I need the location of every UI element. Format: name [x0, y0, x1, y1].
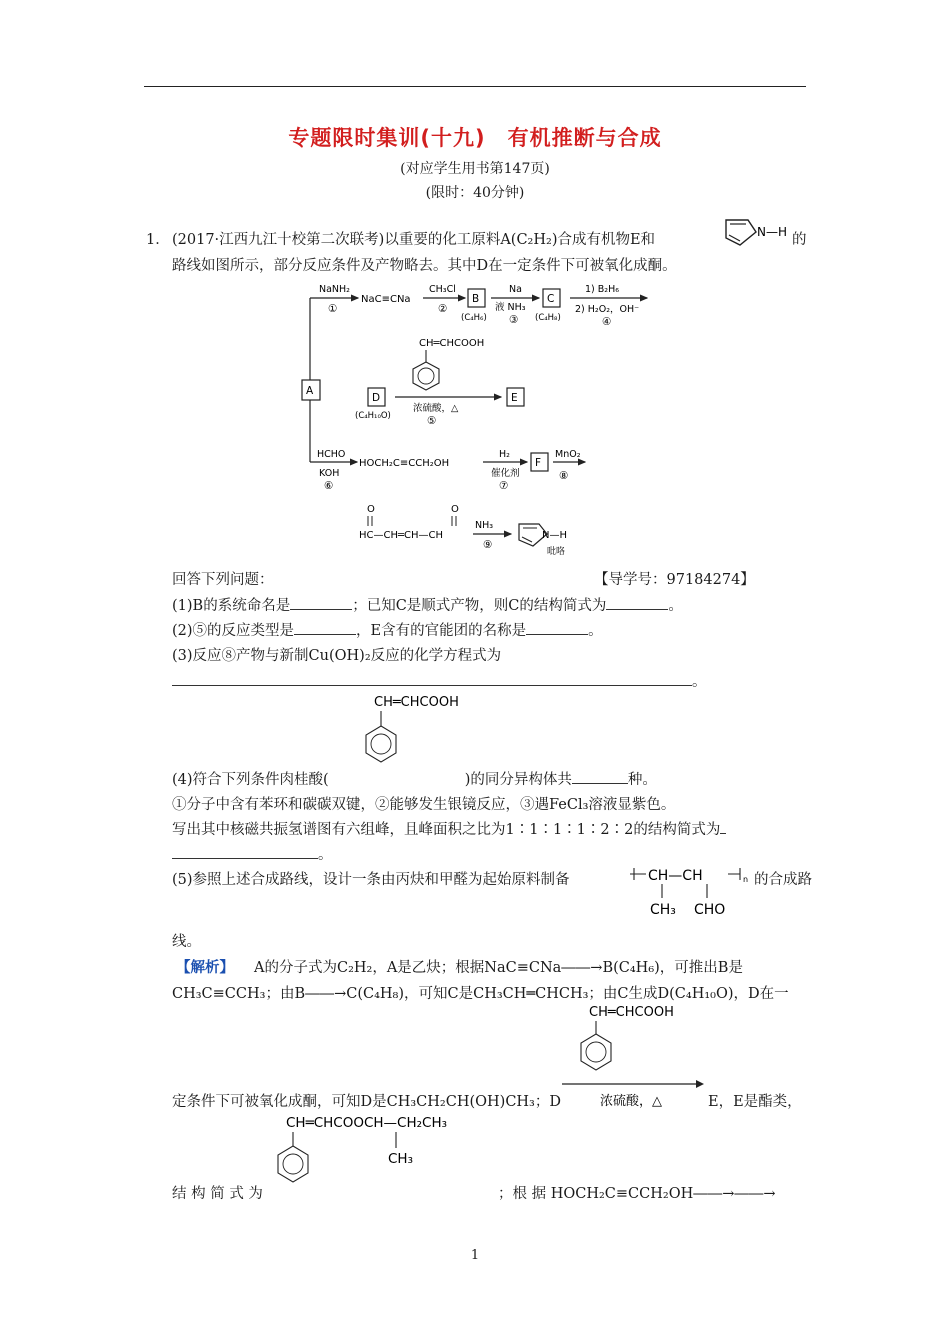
- q5-text-b: 的合成路: [754, 872, 812, 888]
- dial-o2: O: [451, 504, 459, 515]
- q4-conditions: ①分子中含有苯环和碳碳双键，②能够发生银镜反应，③遇FeCl₃溶液显紫色。: [172, 797, 676, 813]
- q4-text-b: )的同分异构体共: [464, 772, 572, 788]
- q1-blank-2[interactable]: [606, 597, 668, 610]
- q3-answer-line: [172, 670, 707, 691]
- analysis-line-4b: ；根 据 HOCH₂C≡CCH₂OH――→――→: [498, 1186, 776, 1202]
- q4-answer-line: [172, 843, 333, 864]
- r4-reagent: 1) B₂H₆: [585, 284, 620, 295]
- label-f: F: [535, 457, 542, 469]
- q5-polymer-sub1: CH₃: [650, 902, 676, 918]
- q2-line: [172, 619, 603, 640]
- header-rule: [144, 86, 806, 87]
- q4-text-c: 种。: [627, 772, 657, 788]
- c-formula: (C₄H₈): [535, 313, 561, 323]
- q4-text-a: (4)符合下列条件肉桂酸(: [172, 772, 329, 788]
- q2-blank-2[interactable]: [526, 622, 588, 635]
- q4-nmr-line: [172, 818, 726, 839]
- question-line-2: 路线如图所示，部分反应条件及产物略去。其中D在一定条件下可被氧化成酮。: [172, 258, 677, 274]
- q5-polymer-structure: [628, 862, 752, 922]
- r7-num: ⑦: [499, 480, 509, 492]
- label-e: E: [511, 392, 518, 404]
- analysis-cinnamic-label: CH═CHCOOH: [589, 1005, 674, 1020]
- r3-cond: 液 NH₃: [495, 302, 526, 313]
- q2-text-a: (2)⑤的反应类型是: [172, 623, 295, 639]
- r3-num: ③: [509, 314, 519, 326]
- benzene-ring: [413, 362, 439, 390]
- ester-structure: [272, 1110, 512, 1200]
- r2-reagent: CH₃Cl: [429, 284, 456, 295]
- r2-num: ②: [438, 303, 448, 315]
- r9-reagent: NH₃: [475, 520, 494, 531]
- ester-top: CH═CHCOOCH—CH₂CH₃: [286, 1115, 448, 1131]
- page-number: 1: [470, 1248, 480, 1263]
- analysis-line-3a: 定条件下可被氧化成酮，可知D是CH₃CH₂CH(OH)CH₃；D: [172, 1094, 561, 1110]
- q4-line: [172, 768, 657, 789]
- q1-text-a: (1)B的系统命名是: [172, 598, 291, 614]
- pyrrole-name: 吡咯: [547, 547, 566, 557]
- label-b: B: [472, 293, 480, 305]
- analysis-line-4a: 结 构 简 式 为: [172, 1186, 263, 1202]
- q4-nmr-text: 写出其中核磁共振氢谱图有六组峰，且峰面积之比为1∶1∶1∶1∶2∶2的结构简式为: [172, 822, 721, 838]
- q4-nmr-blank[interactable]: [172, 846, 318, 859]
- question-line-1-end: 的: [792, 232, 807, 248]
- label-a: A: [306, 385, 314, 397]
- r9-num: ⑨: [483, 539, 493, 551]
- q2-text-b: ，E含有的官能团的名称是: [356, 623, 527, 639]
- d-formula: (C₄H₁₀O): [355, 411, 391, 421]
- question-number: 1．: [146, 232, 170, 248]
- r1-num: ①: [328, 303, 338, 315]
- r7-cond: 催化剂: [491, 468, 520, 479]
- q2-text-c: 。: [588, 623, 603, 639]
- question-line-1: (2017·江西九江十校第二次联考)以重要的化工原料A(C₂H₂)合成有机物E和: [172, 232, 656, 248]
- analysis-tag: 【解析】: [176, 960, 234, 976]
- dial-o1: O: [367, 504, 375, 515]
- r6-reagent: HCHO: [317, 449, 346, 460]
- q3-blank[interactable]: [172, 673, 692, 686]
- label-d: D: [372, 392, 381, 404]
- q5-polymer-n: n: [743, 875, 749, 884]
- analysis-cinnamic-structure: [575, 1000, 725, 1084]
- p6-label: HOCH₂C≡CCH₂OH: [359, 458, 450, 469]
- guide-number: 【导学号：97184274】: [594, 572, 755, 588]
- r5-cond: 浓硫酸，△: [413, 403, 459, 414]
- r1-reagent: NaNH₂: [319, 284, 350, 295]
- q4-cinnamic-label: CH═CHCOOH: [374, 695, 459, 710]
- q1-text-c: 。: [668, 598, 683, 614]
- r6-cond: KOH: [319, 468, 340, 479]
- q1-line: [172, 594, 683, 615]
- q4-blank[interactable]: [572, 771, 628, 784]
- analysis-line-3: [172, 1090, 561, 1111]
- answer-intro: 回答下列问题：: [172, 572, 274, 588]
- r3-reagent: Na: [509, 284, 522, 295]
- r5-num: ⑤: [427, 415, 437, 427]
- p1-label: NaC≡CNa: [361, 294, 411, 305]
- analysis-arrow: [560, 1076, 710, 1116]
- q3-text: (3)反应⑧产物与新制Cu(OH)₂反应的化学方程式为: [172, 648, 502, 664]
- pyrrole-structure: [720, 212, 800, 250]
- reaction-scheme: [295, 280, 675, 560]
- q4-end: 。: [318, 847, 333, 863]
- q5-polymer-main: CH—CH: [648, 868, 703, 884]
- analysis-arrow-cond: 浓硫酸，△: [600, 1094, 662, 1109]
- r4-cond: 2) H₂O₂，OH⁻: [575, 304, 640, 315]
- q3-end: 。: [692, 674, 707, 690]
- r7-reagent: H₂: [499, 449, 510, 460]
- time-limit: (限时：40分钟): [425, 185, 525, 201]
- q1-blank-1[interactable]: [290, 597, 352, 610]
- page-title: 专题限时集训(十九) 有机推断与合成: [288, 126, 662, 150]
- q1-text-b: ；已知C是顺式产物，则C的结构简式为: [352, 598, 607, 614]
- b-formula: (C₄H₆): [461, 313, 487, 323]
- pyrrole-product-nh: N—H: [542, 530, 567, 541]
- r4-num: ④: [602, 316, 612, 328]
- analysis-line-2: CH₃C≡CCH₃；由B――→C(C₄H₈)，可知C是CH₃CH═CHCH₃；由C生成D(C₄H₁₀O)，D在一: [172, 986, 789, 1002]
- r8-reagent: MnO₂: [555, 449, 581, 460]
- page-subtitle: (对应学生用书第147页): [400, 161, 550, 177]
- q5-text-c: 线。: [172, 934, 201, 950]
- r8-num: ⑧: [559, 470, 569, 482]
- analysis-line-1: A的分子式为C₂H₂，A是乙炔；根据NaC≡CNa――→B(C₄H₆)，可推出B是: [254, 960, 743, 976]
- dial-label: HC—CH═CH—CH: [359, 530, 444, 541]
- ester-sub: CH₃: [388, 1151, 413, 1167]
- label-c: C: [547, 293, 555, 305]
- cinnamic-label: CH═CHCOOH: [419, 338, 485, 349]
- pyrrole-label: N—H: [757, 225, 787, 239]
- q2-blank-1[interactable]: [294, 622, 356, 635]
- r6-num: ⑥: [324, 480, 334, 492]
- q5-text-a: (5)参照上述合成路线，设计一条由丙炔和甲醛为起始原料制备: [172, 872, 570, 888]
- analysis-line-3b: E，E是酯类，: [708, 1094, 802, 1110]
- q5-polymer-sub2: CHO: [694, 902, 726, 918]
